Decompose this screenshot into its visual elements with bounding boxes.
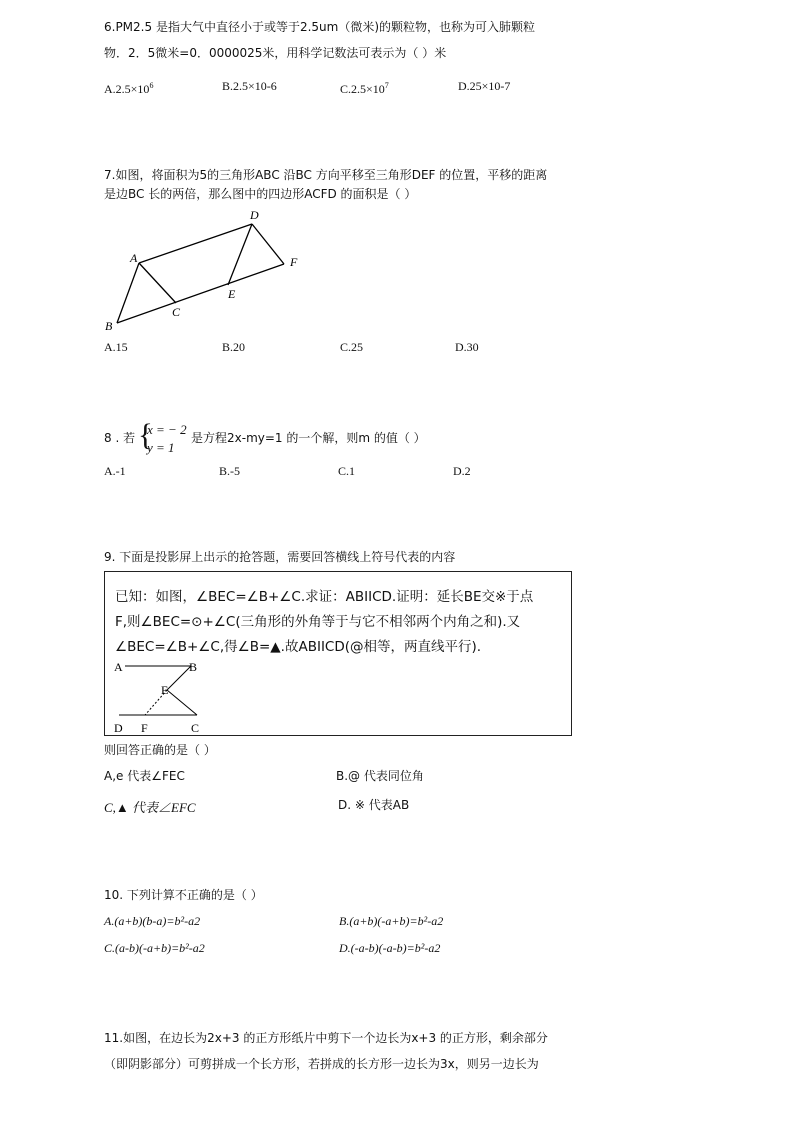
q6-option-d: D.25×10-7 [458,79,511,93]
q7-segment-de [228,224,252,285]
q7-stem-line2: 是边BC 长的两倍，那么图中的四边形ACFD 的面积是（ ） [104,187,417,201]
q11-stem-line2: （即阴影部分）可剪拼成一个长方形，若拼成的长方形一边长为3x，则另一边长为 [104,1057,539,1071]
q6-option-b: B.2.5×10-6 [222,79,277,93]
q7-segment-ac [139,263,176,303]
q9-option-a: A,e 代表∠FEC [104,769,185,783]
q9-label-a: A [114,660,123,674]
q7-segment-ab [117,263,139,323]
q8-option-b: B.-5 [219,464,240,478]
q9-option-d: D. ※ 代表AB [338,798,410,812]
q7-option-c: C.25 [340,340,364,354]
q9-label-d: D [114,721,123,735]
q6-option-a-exponent: 6 [149,81,154,90]
q9-option-c: C,▲ 代表∠EFC [104,800,196,815]
q6-option-a [104,78,153,97]
q10-option-b: B.(a+b)(-a+b)=b²-a2 [339,914,444,928]
q7-label-a: A [130,251,138,265]
q7-label-d: D [250,208,259,222]
q10-stem: 10. 下列计算不正确的是（ ） [104,888,263,902]
q6-option-c [340,78,389,97]
q9-label-c: C [191,721,200,735]
q10-option-d: D.(-a-b)(-a-b)=b²-a2 [339,941,441,955]
q7-option-d: D.30 [455,340,479,354]
q9-label-b: B [189,660,198,674]
q9-label-e: E [161,683,169,697]
q8-suffix: 是方程2x-my=1 的一个解，则m 的值（ ） [191,431,426,445]
q9-box-line1: 已知：如图，∠BEC=∠B+∠C.求证：ABIICD.证明：延长BE交※于点 [115,589,534,605]
q7-figure [102,206,302,332]
q7-segment-ad [139,224,252,263]
q9-box-line2: F,则∠BEC=⊙+∠C(三角形的外角等于与它不相邻两个内角之和).又 [115,614,521,630]
q6-option-a-base: A.2.5×10 [104,82,150,96]
q6-stem-line1: 6.PM2.5 是指大气中直径小于或等于2.5um（微米)的颗粒物，也称为可入肺颗粒 [104,20,536,34]
q9-figure [111,660,221,736]
q8-system-line1: x = − 2 [147,422,187,437]
q9-box-line3: ∠BEC=∠B+∠C,得∠B=▲.故ABIICD(@相等，两直线平行). [115,639,482,655]
q7-label-c: C [172,305,181,319]
q9-option-b: B.@ 代表同位角 [336,769,424,783]
q9-line-be [167,666,191,690]
q8-system-line2: y = 1 [147,440,175,455]
q9-line-ec [167,690,197,715]
q8-brace: { [138,417,153,452]
q7-option-b: B.20 [222,340,246,354]
q9-stem: 9. 下面是投影屏上出示的抢答题，需要回答横线上符号代表的内容 [104,550,456,564]
q9-label-f: F [141,721,148,735]
q9-projection-box [104,571,572,736]
q10-option-a: A.(a+b)(b-a)=b²-a2 [104,914,201,928]
q8-prefix: 8 . 若 [104,431,136,445]
q8-option-c: C.1 [338,464,356,478]
q10-option-c: C.(a-b)(-a+b)=b²-a2 [104,941,205,955]
q6-stem-line2: 物．2．5微米=0．0000025米，用科学记数法可表示为（ ）米 [104,46,447,60]
q7-stem-line1: 7.如图，将面积为5的三角形ABC 沿BC 方向平移至三角形DEF 的位置，平移的距离 [104,168,548,182]
q9-question: 则回答正确的是（ ） [104,743,216,757]
q7-label-f: F [290,255,298,269]
q7-segment-bf [117,264,284,323]
q6-option-c-exponent: 7 [384,81,389,90]
q8-option-a: A.-1 [104,464,126,478]
q11-stem-line1: 11.如图，在边长为2x+3 的正方形纸片中剪下一个边长为x+3 的正方形，剩余部分 [104,1031,548,1045]
q8-option-d: D.2 [453,464,471,478]
q6-option-c-base: C.2.5×10 [340,82,385,96]
q7-segment-df [252,224,284,264]
q7-option-a: A.15 [104,340,128,354]
q7-label-e: E [228,287,236,301]
q7-label-b: B [105,319,113,332]
